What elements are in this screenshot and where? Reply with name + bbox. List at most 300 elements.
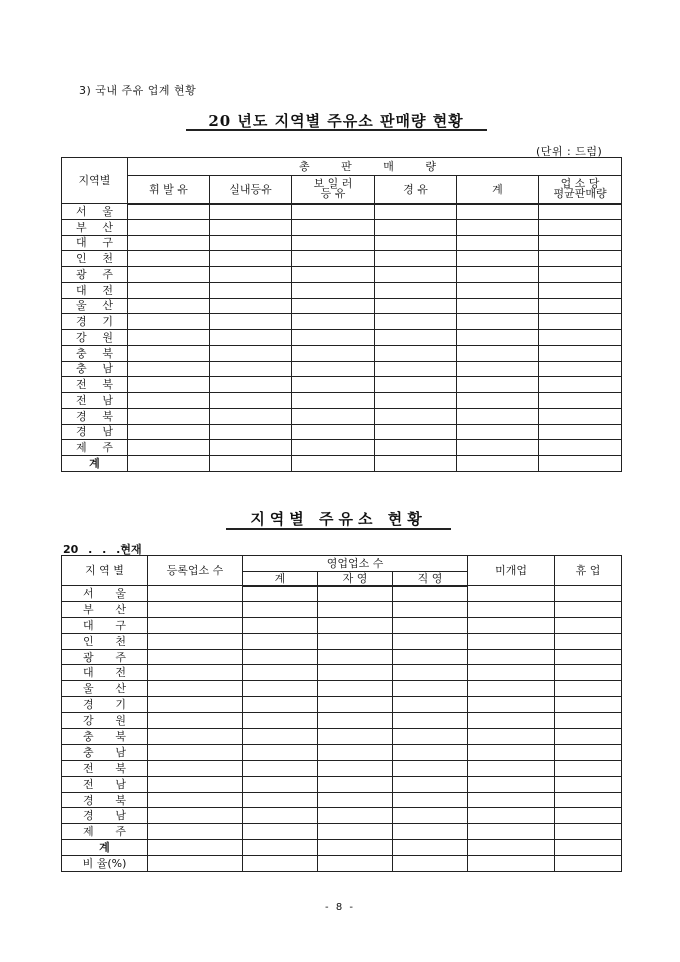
table-cell[interactable] (375, 314, 457, 330)
table-cell[interactable] (457, 235, 539, 251)
region-label: 경 기 (62, 697, 148, 713)
table-cell[interactable] (318, 697, 393, 713)
table-cell[interactable] (148, 760, 243, 776)
table-cell[interactable] (468, 713, 555, 729)
table-row (62, 251, 622, 267)
table-cell[interactable] (243, 808, 318, 824)
header-diesel: 경 유 (375, 176, 457, 204)
table-cell[interactable] (539, 219, 622, 235)
table-cell[interactable] (457, 424, 539, 440)
table-cell[interactable] (393, 824, 468, 840)
as-of-date: 20 . . .현재 (63, 543, 142, 556)
table-cell[interactable] (243, 840, 318, 856)
table-cell[interactable] (539, 204, 622, 220)
table-row (62, 776, 622, 792)
table-cell[interactable] (318, 760, 393, 776)
region-label: 인 천 (62, 251, 128, 267)
table-cell[interactable] (457, 393, 539, 409)
table1-title-underline (186, 129, 487, 131)
table-cell[interactable] (210, 330, 292, 346)
table-row (62, 377, 622, 393)
table-cell[interactable] (457, 345, 539, 361)
table-cell[interactable] (468, 776, 555, 792)
table-row (62, 729, 622, 745)
table-cell[interactable] (555, 665, 622, 681)
header-op-self: 자 영 (318, 572, 393, 586)
table-cell[interactable] (128, 219, 210, 235)
region-label: 대 전 (62, 665, 148, 681)
table-cell[interactable] (210, 408, 292, 424)
table-cell[interactable] (128, 314, 210, 330)
table-cell[interactable] (375, 235, 457, 251)
table-cell[interactable] (555, 713, 622, 729)
table-cell[interactable] (375, 330, 457, 346)
table-cell[interactable] (375, 440, 457, 456)
table-cell[interactable] (243, 713, 318, 729)
total-label: 계 (62, 840, 148, 856)
table-cell[interactable] (148, 713, 243, 729)
total-row (62, 840, 622, 856)
table-cell[interactable] (457, 219, 539, 235)
table-cell[interactable] (555, 633, 622, 649)
table-cell[interactable] (148, 808, 243, 824)
table-cell[interactable] (318, 840, 393, 856)
table-cell[interactable] (318, 601, 393, 617)
table-cell[interactable] (393, 601, 468, 617)
table-cell[interactable] (128, 424, 210, 440)
table-cell[interactable] (210, 267, 292, 283)
table-cell[interactable] (468, 856, 555, 872)
table1-title: 20 년도 지역별 주유소 판매량 현황 (208, 112, 464, 130)
table-row (62, 760, 622, 776)
table-cell[interactable] (243, 744, 318, 760)
table-cell[interactable] (292, 456, 375, 472)
table-cell[interactable] (457, 330, 539, 346)
table-cell[interactable] (468, 697, 555, 713)
header-boiler-oil-stack (314, 179, 353, 199)
table-cell[interactable] (243, 792, 318, 808)
table-cell[interactable] (555, 824, 622, 840)
table-cell[interactable] (292, 377, 375, 393)
table-cell[interactable] (393, 840, 468, 856)
table-cell[interactable] (457, 361, 539, 377)
table-cell[interactable] (210, 393, 292, 409)
table-cell[interactable] (393, 617, 468, 633)
page-number: - 8 - (325, 902, 355, 913)
region-label: 전 북 (62, 377, 128, 393)
table-cell[interactable] (375, 267, 457, 283)
header-region2: 지 역 별 (62, 556, 148, 586)
table-cell[interactable] (243, 856, 318, 872)
table-cell[interactable] (128, 408, 210, 424)
table-cell[interactable] (555, 760, 622, 776)
table-row (62, 235, 622, 251)
table-cell[interactable] (292, 314, 375, 330)
table-cell[interactable] (148, 697, 243, 713)
table-cell[interactable] (539, 408, 622, 424)
table-cell[interactable] (375, 298, 457, 314)
table-cell[interactable] (539, 393, 622, 409)
table-cell[interactable] (393, 586, 468, 602)
table-row (62, 697, 622, 713)
table-cell[interactable] (318, 792, 393, 808)
table-cell[interactable] (468, 840, 555, 856)
table-cell[interactable] (555, 681, 622, 697)
table-cell[interactable] (148, 840, 243, 856)
table-cell[interactable] (468, 792, 555, 808)
table-cell[interactable] (555, 744, 622, 760)
header-boiler-oil-bottom: 등 유 (320, 187, 346, 201)
table-cell[interactable] (555, 697, 622, 713)
table-cell[interactable] (468, 586, 555, 602)
region-label: 경 기 (62, 314, 128, 330)
header-average-top: 업 소 당 (560, 177, 600, 191)
table-cell[interactable] (128, 204, 210, 220)
table-row (62, 424, 622, 440)
table-cell[interactable] (555, 601, 622, 617)
table-cell[interactable] (393, 665, 468, 681)
table-cell[interactable] (128, 235, 210, 251)
table-cell[interactable] (468, 744, 555, 760)
table-cell[interactable] (128, 440, 210, 456)
header-op-direct: 직 영 (393, 572, 468, 586)
table-cell[interactable] (457, 282, 539, 298)
table-cell[interactable] (375, 377, 457, 393)
table-cell[interactable] (243, 665, 318, 681)
table-cell[interactable] (375, 361, 457, 377)
table-cell[interactable] (210, 424, 292, 440)
region-label: 울 산 (62, 681, 148, 697)
table-cell[interactable] (292, 219, 375, 235)
table-cell[interactable] (148, 601, 243, 617)
table-row (62, 267, 622, 283)
table-cell[interactable] (318, 729, 393, 745)
table-cell[interactable] (148, 856, 243, 872)
table-cell[interactable] (128, 282, 210, 298)
header-average (539, 176, 622, 204)
table-cell[interactable] (468, 824, 555, 840)
table-cell[interactable] (539, 424, 622, 440)
table-row (62, 713, 622, 729)
ratio-label: 비 율(%) (62, 856, 148, 872)
table-row (62, 601, 622, 617)
header-average-bottom: 평균판매량 (553, 187, 607, 201)
table-row (62, 204, 622, 220)
table-cell[interactable] (243, 649, 318, 665)
table-cell[interactable] (555, 586, 622, 602)
table-cell[interactable] (393, 808, 468, 824)
table-cell[interactable] (148, 744, 243, 760)
table-cell[interactable] (555, 792, 622, 808)
region-label: 대 구 (62, 235, 128, 251)
table-cell[interactable] (243, 697, 318, 713)
table-cell[interactable] (468, 729, 555, 745)
region-label: 울 산 (62, 298, 128, 314)
table-cell[interactable] (318, 649, 393, 665)
table-cell[interactable] (210, 219, 292, 235)
table-row (62, 649, 622, 665)
table-cell[interactable] (375, 424, 457, 440)
table-cell[interactable] (375, 345, 457, 361)
table-cell[interactable] (292, 345, 375, 361)
table-cell[interactable] (210, 251, 292, 267)
table-cell[interactable] (457, 456, 539, 472)
region-label: 광 주 (62, 649, 148, 665)
header-boiler-oil-top: 보 일 러 (313, 177, 353, 191)
table-cell[interactable] (539, 235, 622, 251)
region-label: 강 원 (62, 713, 148, 729)
table-cell[interactable] (318, 808, 393, 824)
table-row (62, 282, 622, 298)
table-cell[interactable] (393, 744, 468, 760)
table-cell[interactable] (318, 824, 393, 840)
table-cell[interactable] (539, 314, 622, 330)
table-cell[interactable] (292, 251, 375, 267)
table-cell[interactable] (292, 204, 375, 220)
table-cell[interactable] (468, 617, 555, 633)
table-cell[interactable] (539, 345, 622, 361)
table-cell[interactable] (128, 377, 210, 393)
table-cell[interactable] (539, 267, 622, 283)
table-row (62, 219, 622, 235)
table-cell[interactable] (292, 393, 375, 409)
table-cell[interactable] (393, 697, 468, 713)
table-cell[interactable] (539, 251, 622, 267)
table-cell[interactable] (128, 456, 210, 472)
table-cell[interactable] (318, 681, 393, 697)
table-cell[interactable] (539, 330, 622, 346)
table-cell[interactable] (393, 729, 468, 745)
table-cell[interactable] (243, 729, 318, 745)
table-cell[interactable] (457, 298, 539, 314)
table-row (62, 681, 622, 697)
table-cell[interactable] (148, 665, 243, 681)
table-cell[interactable] (243, 824, 318, 840)
table-cell[interactable] (210, 204, 292, 220)
table-row (62, 617, 622, 633)
table-cell[interactable] (539, 282, 622, 298)
table-cell[interactable] (457, 267, 539, 283)
header-op-total: 계 (243, 572, 318, 586)
table2-title-underline (226, 528, 451, 530)
table-cell[interactable] (148, 586, 243, 602)
region-label: 부 산 (62, 601, 148, 617)
table-cell[interactable] (539, 361, 622, 377)
header-region: 지역별 (62, 158, 128, 204)
sales-table (61, 157, 622, 472)
header-sum: 계 (457, 176, 539, 204)
header-registered: 등록업소 수 (148, 556, 243, 586)
region-label: 강 원 (62, 330, 128, 346)
table-cell[interactable] (292, 440, 375, 456)
table-cell[interactable] (292, 282, 375, 298)
region-label: 서 울 (62, 204, 128, 220)
region-label: 충 남 (62, 744, 148, 760)
table-cell[interactable] (393, 760, 468, 776)
table-cell[interactable] (375, 282, 457, 298)
table-cell[interactable] (210, 456, 292, 472)
table-cell[interactable] (128, 345, 210, 361)
table-cell[interactable] (318, 617, 393, 633)
table-cell[interactable] (318, 776, 393, 792)
table-row (62, 808, 622, 824)
table-row (62, 345, 622, 361)
table-row (62, 440, 622, 456)
unit-label: (단위 : 드럼) (536, 145, 603, 158)
table-cell[interactable] (148, 729, 243, 745)
table-cell[interactable] (148, 824, 243, 840)
table-cell[interactable] (555, 729, 622, 745)
region-label: 경 남 (62, 808, 148, 824)
region-label: 전 북 (62, 760, 148, 776)
table-cell[interactable] (243, 586, 318, 602)
table-cell[interactable] (210, 235, 292, 251)
table-cell[interactable] (375, 219, 457, 235)
table-cell[interactable] (243, 760, 318, 776)
table-cell[interactable] (457, 408, 539, 424)
table-cell[interactable] (393, 856, 468, 872)
region-label: 부 산 (62, 219, 128, 235)
table-row (62, 314, 622, 330)
table-cell[interactable] (128, 298, 210, 314)
table-cell[interactable] (393, 633, 468, 649)
table-cell[interactable] (292, 235, 375, 251)
table-cell[interactable] (128, 330, 210, 346)
total-label: 계 (62, 456, 128, 472)
table-cell[interactable] (148, 617, 243, 633)
table-cell[interactable] (318, 665, 393, 681)
table-cell[interactable] (148, 681, 243, 697)
table-cell[interactable] (210, 345, 292, 361)
region-label: 전 남 (62, 393, 128, 409)
table-cell[interactable] (292, 298, 375, 314)
table-cell[interactable] (318, 586, 393, 602)
table-cell[interactable] (243, 776, 318, 792)
table-cell[interactable] (243, 681, 318, 697)
header-kerosene: 실내등유 (210, 176, 292, 204)
region-label: 충 북 (62, 345, 128, 361)
table-cell[interactable] (555, 808, 622, 824)
table-cell[interactable] (318, 744, 393, 760)
table-cell[interactable] (210, 282, 292, 298)
table-cell[interactable] (243, 617, 318, 633)
table-cell[interactable] (457, 377, 539, 393)
table-cell[interactable] (292, 408, 375, 424)
table-row (62, 330, 622, 346)
table-cell[interactable] (555, 776, 622, 792)
table-cell[interactable] (375, 251, 457, 267)
table-cell[interactable] (393, 776, 468, 792)
table-cell[interactable] (457, 314, 539, 330)
table-cell[interactable] (243, 633, 318, 649)
table-cell[interactable] (318, 856, 393, 872)
table-cell[interactable] (128, 361, 210, 377)
table-row (62, 824, 622, 840)
table-cell[interactable] (468, 681, 555, 697)
table-row (62, 792, 622, 808)
header-gasoline: 휘 발 유 (128, 176, 210, 204)
table-cell[interactable] (375, 408, 457, 424)
table-cell[interactable] (148, 776, 243, 792)
table-cell[interactable] (468, 665, 555, 681)
table-row (62, 361, 622, 377)
region-label: 경 북 (62, 408, 128, 424)
header-closed: 휴 업 (555, 556, 622, 586)
table-cell[interactable] (393, 713, 468, 729)
table-cell[interactable] (468, 601, 555, 617)
table-cell[interactable] (539, 440, 622, 456)
section-label: 3) 국내 주유 업계 현황 (79, 84, 197, 97)
table-cell[interactable] (539, 298, 622, 314)
table-cell[interactable] (457, 251, 539, 267)
table-cell[interactable] (375, 204, 457, 220)
table-cell[interactable] (128, 251, 210, 267)
table-cell[interactable] (555, 840, 622, 856)
table-cell[interactable] (210, 361, 292, 377)
table-cell[interactable] (128, 267, 210, 283)
table-cell[interactable] (468, 633, 555, 649)
table-cell[interactable] (555, 617, 622, 633)
header-unopened: 미개업 (468, 556, 555, 586)
header-total-sales: 총 판 매 량 (128, 158, 622, 176)
table-cell[interactable] (292, 267, 375, 283)
table-cell[interactable] (539, 377, 622, 393)
table-cell[interactable] (468, 760, 555, 776)
table-cell[interactable] (555, 856, 622, 872)
table-cell[interactable] (292, 424, 375, 440)
table-cell[interactable] (539, 456, 622, 472)
table-row (62, 393, 622, 409)
region-label: 대 구 (62, 617, 148, 633)
table-cell[interactable] (457, 204, 539, 220)
table-cell[interactable] (292, 361, 375, 377)
table-cell[interactable] (375, 393, 457, 409)
table-cell[interactable] (375, 456, 457, 472)
region-label: 대 전 (62, 282, 128, 298)
table-row (62, 633, 622, 649)
table-cell[interactable] (128, 393, 210, 409)
table-cell[interactable] (210, 298, 292, 314)
table-cell[interactable] (243, 601, 318, 617)
table-cell[interactable] (393, 792, 468, 808)
table-cell[interactable] (148, 792, 243, 808)
region-label: 경 북 (62, 792, 148, 808)
table-cell[interactable] (148, 649, 243, 665)
region-label: 제 주 (62, 824, 148, 840)
table-cell[interactable] (555, 649, 622, 665)
table-cell[interactable] (393, 681, 468, 697)
region-label: 인 천 (62, 633, 148, 649)
table-cell[interactable] (292, 330, 375, 346)
table-cell[interactable] (318, 713, 393, 729)
region-label: 경 남 (62, 424, 128, 440)
table-cell[interactable] (468, 649, 555, 665)
table-cell[interactable] (210, 377, 292, 393)
table-cell[interactable] (210, 440, 292, 456)
table-row (62, 586, 622, 602)
table-row (62, 298, 622, 314)
table-row (62, 408, 622, 424)
stations-table (61, 555, 622, 872)
table-cell[interactable] (318, 633, 393, 649)
table-cell[interactable] (148, 633, 243, 649)
table-cell[interactable] (210, 314, 292, 330)
header-average-stack (553, 179, 606, 199)
table-cell[interactable] (393, 649, 468, 665)
table-cell[interactable] (457, 440, 539, 456)
region-label: 광 주 (62, 267, 128, 283)
table-cell[interactable] (468, 808, 555, 824)
